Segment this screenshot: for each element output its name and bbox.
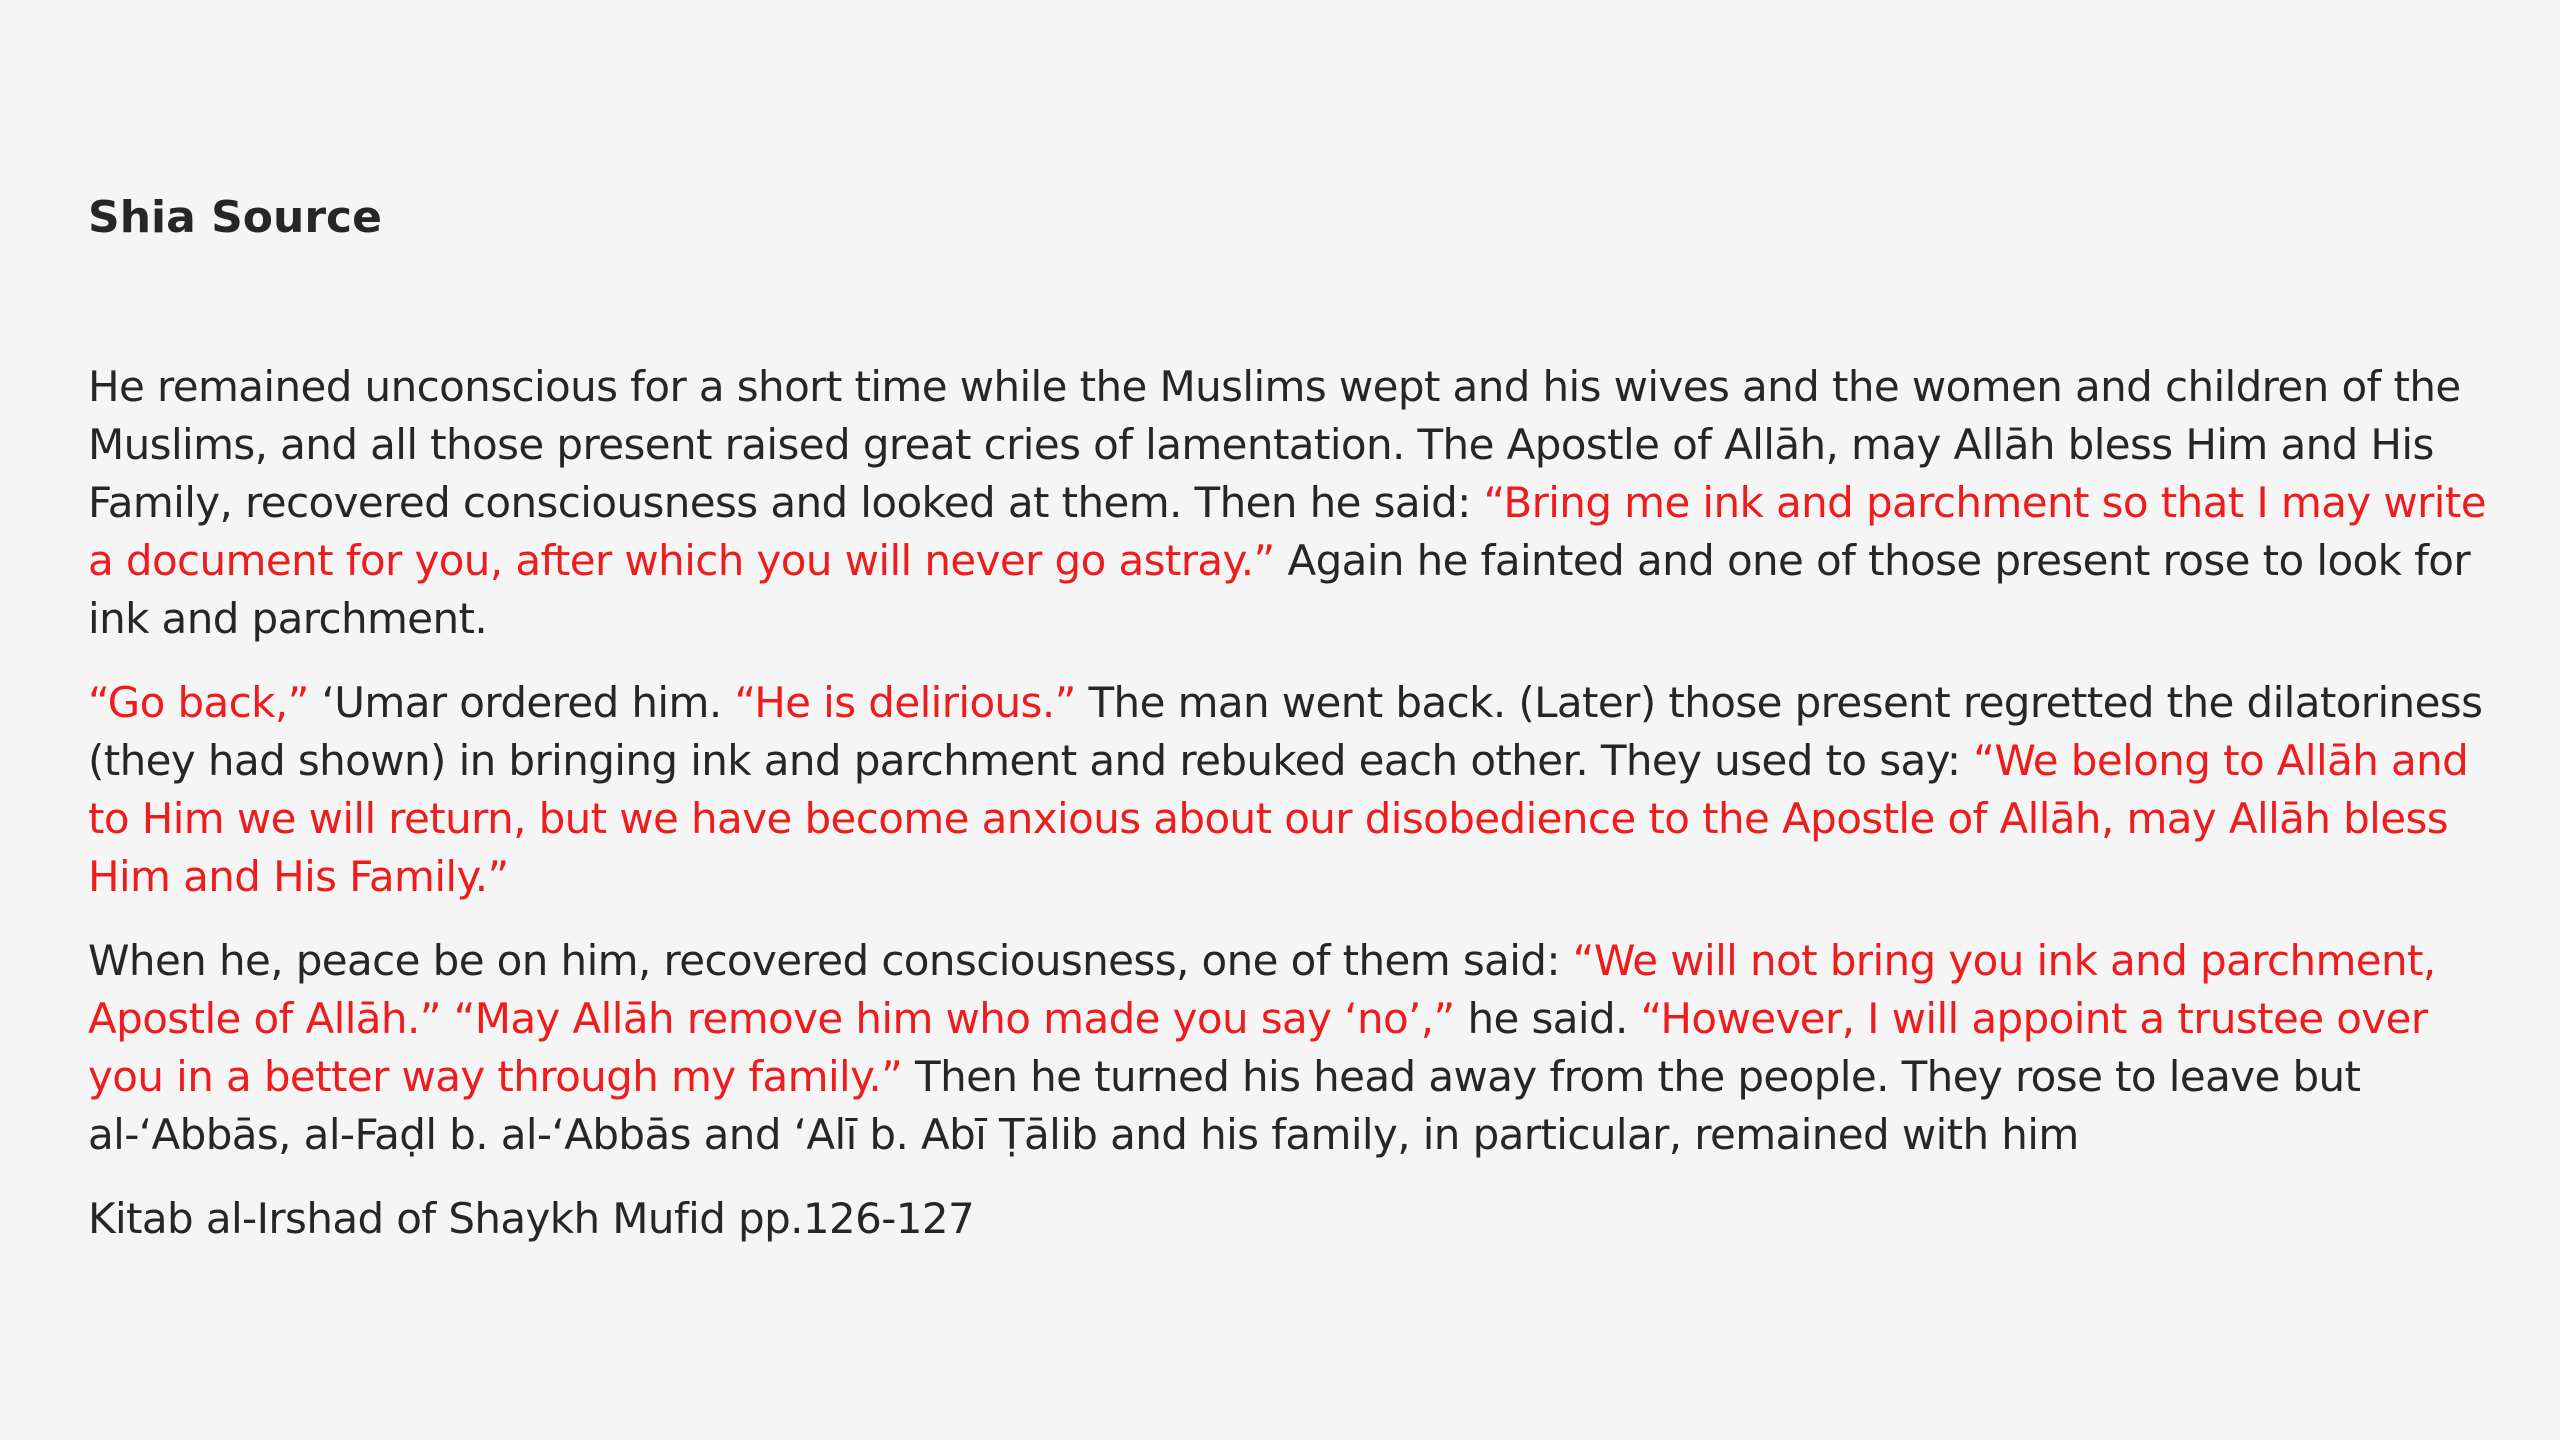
paragraph-1-quote-1: “Bring me ink and parchment so that I may write a document for you, after which you will never go astray.”: [88, 478, 2486, 585]
paragraph-2-text-1: ‘Umar ordered him.: [308, 678, 735, 727]
paragraph-2-quote-1: “Go back,”: [88, 678, 309, 727]
paragraph-3-text-3: Then he turned his head away from the people. They rose to leave but al-‘Abbās, al-Faḍl b. al-‘Abbās and ‘Alī b. Abī Ṭālib and his family, in particular, remained with him: [88, 1052, 2361, 1159]
paragraph-3: [88, 932, 2500, 1164]
paragraph-1-text-2: Again he fainted and one of those present rose to look for ink and parchment.: [88, 536, 2471, 643]
paragraph-1: [88, 358, 2500, 648]
paragraph-3-text-2: he said.: [1454, 994, 1641, 1043]
paragraph-1-text-1: He remained unconscious for a short time while the Muslims wept and his wives and the women and children of the Muslims, and all those present raised great cries of lamentation. The Apostle of Allāh, may Allāh bless Him and His Family, recovered consciousness and looked at them. Then he said:: [88, 362, 2461, 527]
paragraph-3-quote-2: “However, I will appoint a trustee over you in a better way through my family.”: [88, 994, 2428, 1101]
citation: Kitab al-Irshad of Shaykh Mufid pp.126-127: [88, 1194, 975, 1243]
paragraph-2-text-2: The man went back. (Later) those present regretted the dilatoriness (they had shown) in bringing ink and parchment and rebuked each other. They used to say:: [88, 678, 2483, 785]
paragraph-2-quote-3: “We belong to Allāh and to Him we will return, but we have become anxious about our disobedience to the Apostle of Allāh, may Allāh bless Him and His Family.”: [88, 736, 2469, 901]
paragraph-3-quote-1: “We will not bring you ink and parchment, Apostle of Allāh.” “May Allāh remove him who made you say ‘no’,”: [88, 936, 2436, 1043]
paragraph-3-text-1: When he, peace be on him, recovered consciousness, one of them said:: [88, 936, 1573, 985]
paragraph-2: [88, 674, 2500, 906]
slide-heading: Shia Source: [88, 192, 382, 243]
paragraph-2-quote-2: “He is delirious.”: [734, 678, 1076, 727]
